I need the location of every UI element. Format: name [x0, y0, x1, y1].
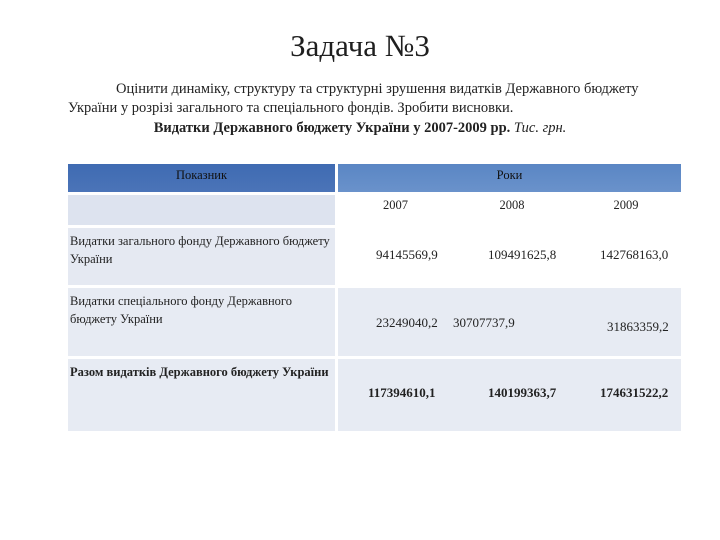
row-label-total: Разом видатків Державного бюджету України [68, 356, 338, 431]
value-cell: 30707737,9 [453, 315, 515, 330]
table-row [68, 356, 681, 431]
units-label: Тис. грн. [513, 120, 567, 136]
value-cell: 117394610,1 [368, 385, 436, 400]
year-2007: 2007 [383, 198, 408, 212]
years-cell [338, 192, 681, 225]
years-row-blank [68, 192, 338, 225]
value-cell: 31863359,2 [607, 319, 669, 334]
value-cell: 109491625,8 [488, 247, 557, 262]
table-caption [0, 120, 720, 137]
table-header-row [68, 164, 681, 192]
header-years: Роки [338, 164, 681, 192]
year-2008: 2008 [499, 198, 525, 212]
table-row [68, 225, 681, 285]
value-cell: 174631522,2 [600, 385, 669, 400]
row-values-special-fund [338, 285, 681, 356]
task-description [68, 80, 668, 118]
row-values-total [338, 356, 681, 431]
table-row [68, 285, 681, 356]
budget-table [68, 164, 681, 431]
value-cell: 142768163,0 [600, 247, 669, 262]
header-indicator: Показник [68, 164, 338, 192]
table-caption-text: Видатки Державного бюджету України у 2007-2009 рр. [153, 120, 511, 136]
slide-title: Задача №3 [290, 28, 430, 63]
value-cell: 23249040,2 [376, 315, 438, 330]
value-cell: 94145569,9 [376, 247, 438, 262]
row-label-general-fund: Видатки загального фонду Державного бюджету України [68, 225, 338, 285]
row-values-general-fund [338, 225, 681, 285]
value-cell: 140199363,7 [488, 385, 557, 400]
years-row [68, 192, 681, 225]
year-2009: 2009 [613, 198, 639, 212]
row-label-special-fund: Видатки спеціального фонду Державного бюджету України [68, 285, 338, 356]
task-description-text: Оцінити динаміку, структуру та структурні зрушення видатків Державного бюджету України у розрізі загального та спеціального фондів. Зробити висновки. [68, 81, 639, 116]
